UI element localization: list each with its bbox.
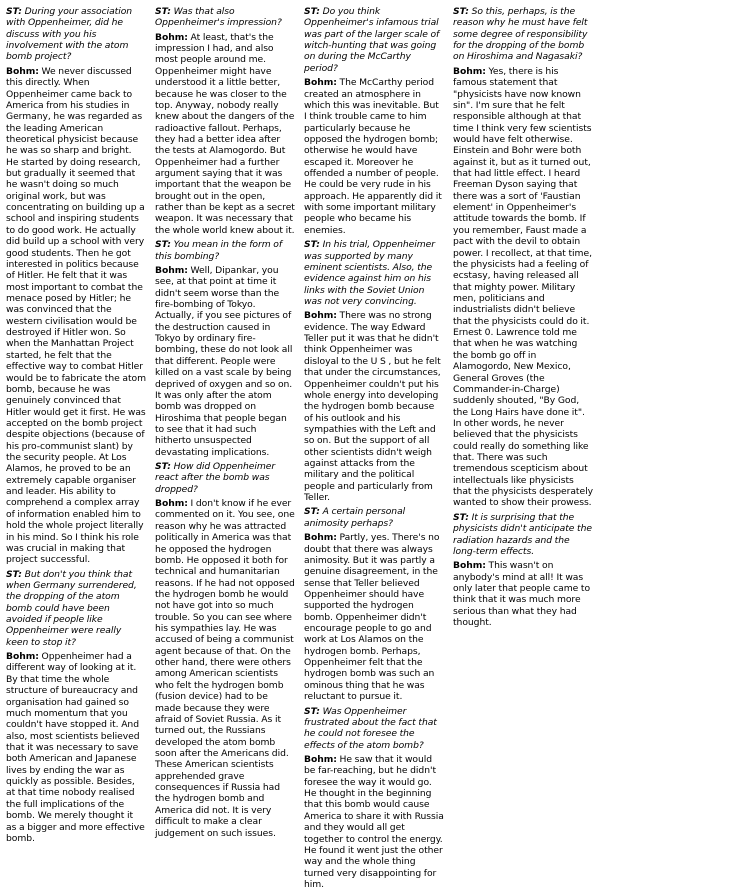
speaker-label: Bohm: — [453, 65, 486, 77]
speaker-label: ST: — [155, 6, 171, 17]
question-text: You mean in the form of this bombing? — [155, 239, 283, 262]
speaker-label: ST: — [304, 6, 320, 17]
column-container — [6, 6, 744, 890]
text-column-5 — [602, 6, 742, 700]
question-block — [6, 6, 146, 63]
answer-block — [6, 66, 146, 566]
question-text: So this, perhaps, is the reason why he must have felt some degree of responsibility for the dropping of the bomb on Hiroshima and Nagasaki? — [453, 6, 588, 63]
answer-text: The McCarthy period created an atmosphere in which this was inevitable. But I think trouble came to him particularly because he opposed the hydrogen bomb; otherwise he would have escaped it. Moreover he offended a number of people. He could be very rude in his approach. He apparently did it with some important military people who became his enemies. — [304, 77, 442, 236]
speaker-label: ST: — [453, 6, 469, 17]
answer-block — [453, 560, 593, 628]
question-text: Was that also Oppenheimer's impression? — [155, 6, 282, 29]
text-column-4 — [453, 6, 593, 700]
answer-block — [155, 32, 295, 236]
question-block — [304, 6, 444, 74]
question-text: During your association with Oppenheimer, did he discuss with you his involvement with the atom bomb project? — [6, 6, 133, 63]
question-text: Was Oppenheimer frustrated about the fact that he could not foresee the effects of the atom bomb? — [304, 705, 437, 751]
answer-block — [6, 651, 146, 844]
speaker-label: Bohm: — [453, 560, 486, 572]
answer-text: Well, Dipankar, you see, at that point at time it didn't seem worse than the fire-bombing of Tokyo. Actually, if you see pictures of the destruction caused in Tokyo by ordinary fire-bombing, these do not look all that different. People were killed on a vast scale by being deprived of oxygen and so on. It was only after the atom bomb was dropped on Hiroshima that people began to see that it had such hitherto unsuspected devastating implications. — [155, 264, 293, 458]
speaker-label: Bohm: — [155, 498, 188, 510]
speaker-label: ST: — [155, 461, 171, 473]
answer-block — [155, 265, 295, 458]
answer-block — [304, 310, 444, 503]
speaker-label: ST: — [304, 239, 320, 251]
speaker-label: Bohm: — [304, 532, 337, 544]
question-block — [453, 6, 593, 63]
question-block — [304, 706, 444, 751]
question-block — [155, 239, 295, 262]
speaker-label: Bohm: — [6, 651, 39, 663]
answer-text: Yes, there is his famous statement that "physicists have now known sin". I'm sure that he felt responsible although at that time I think very few scientists would have felt otherwise. Einstein and Bohr were both against it, but as it turned out, that had little effect. I heard Freeman Dyson saying that there was a sort of 'Faustian element' in Oppenheimer's attitude towards the bomb. If you remember, Faust made a pact with the devil to obtain power. I recollect, at that time, the physicists had a feeling of ecstasy, having released all that mighty power. Military men, politicians and industrialists didn't believe that the physicists could do it. Ernest 0. Lawrence told me that when he was watching the bomb go off in Alamogordo, New Mexico, General Groves (the Commander-in-Charge) suddenly shouted, "By God, the Long Hairs have done it". In other words, he never believed that the physicists could really do something like that. There was such tremendous scepticism about intellectuals like physicists that the physicists desperately wanted to show their prowess. — [453, 65, 593, 509]
answer-block — [304, 754, 444, 890]
question-text: It is surprising that the physicists didn't anticipate the radiation hazards and the long-term effects. — [453, 511, 592, 557]
speaker-label: Bohm: — [6, 65, 39, 77]
speaker-label: ST: — [155, 239, 171, 251]
answer-block — [304, 77, 444, 236]
question-block — [6, 569, 146, 649]
question-text: A certain personal animosity perhaps? — [304, 506, 406, 529]
question-text: Do you think Oppenheimer's infamous trial was part of the larger scale of witch-hunting that was going on during the McCarthy period? — [304, 6, 440, 74]
answer-text: Partly, yes. There's no doubt that there was always animosity. But it was partly a genuine disagreement, in the sense that Teller believed Oppenheimer should have supported the hydrogen bomb. Oppenheimer didn't encourage people to go and work at Los Alamos on the hydrogen bomb. Perhaps, Oppenheimer felt that the hydrogen bomb was such an ominous thing that he was reluctant to pursue it. — [304, 532, 440, 703]
speaker-label: ST: — [453, 511, 469, 523]
answer-block — [155, 498, 295, 839]
question-text: But don't you think that when Germany surrendered, the dropping of the atom bomb could have been avoided if people like Oppenheimer were really keen to stop it? — [6, 568, 137, 648]
question-block — [453, 512, 593, 557]
answer-text: He saw that it would be far-reaching, but he didn't foresee the way it would go. He thought in the beginning that this bomb would cause America to share it with Russia and they would all get together to control the energy. He found it went just the other way and the whole thing turned very disappointing for him. — [304, 754, 444, 890]
answer-text: We never discussed this directly. When Oppenheimer came back to America from his studies in Germany, he was regarded as the leading American theoretical physicist because he was so sharp and bright. He started by doing research, but gradually it seemed that he wasn't doing so much original work, but was concentrating on building up a school and inspiring students to do good work. He actually did build up a school with very good students. Then he got interested in politics because of Hitler. He felt that it was most important to combat the menace posed by Hitler; he was convinced that the western civilisation would be destroyed if Hitler won. So when the Manhattan Project started, he felt that the effective way to combat Hitler would be to fabricate the atom bomb, because he was genuinely convinced that Hitler would get it first. He was accepted on the bomb project despite objections (because of his pro-communist slant) by the security people. At Los Alamos, he proved to be an extremely capable organiser and leader. His ability to comprehend a complex array of information enabled him to hold the whole project literally in his mind. So I think his role was crucial in making that project successful. — [6, 65, 146, 566]
text-column-3 — [304, 6, 444, 890]
speaker-label: ST: — [304, 705, 320, 717]
text-column-1 — [6, 6, 146, 844]
question-text: In his trial, Oppenheimer was supported by many eminent scientists. Also, the evidence against him on his links with the Soviet Union was not very convincing. — [304, 239, 435, 307]
answer-block — [304, 532, 444, 702]
speaker-label: Bohm: — [304, 754, 337, 765]
question-block — [304, 506, 444, 529]
answer-text: Oppenheimer had a different way of looking at it. By that time the whole structure of bureaucracy and organisation had gained so much momentum that you couldn't have stopped it. And also, most scientists believed that it was necessary to save both American and Japanese lives by ending the war as quickly as possible. Besides, at that time nobody realised the full implications of the bomb. We merely thought it as a bigger and more effective bomb. — [6, 651, 145, 844]
answer-text: There was no strong evidence. The way Edward Teller put it was that he didn't think Oppenheimer was disloyal to the U S , but he felt that under the circumstances, Oppenheimer couldn't put his whole energy into developing the hydrogen bomb because of his outlook and his sympathies with the Left and so on. But the support of all other scientists didn't weigh against attacks from the military and the political people and particularly from Teller. — [304, 310, 441, 504]
question-block — [155, 6, 295, 29]
question-text: How did Oppenheimer react after the bomb was dropped? — [155, 461, 276, 495]
question-block — [155, 461, 295, 495]
speaker-label: Bohm: — [304, 77, 337, 89]
speaker-label: Bohm: — [155, 31, 188, 43]
text-column-2 — [155, 6, 295, 839]
speaker-label: ST: — [6, 568, 22, 580]
answer-text: This wasn't on anybody's mind at all! It was only later that people came to think that it was much more serious than what they had thought. — [453, 560, 591, 629]
speaker-label: ST: — [6, 6, 22, 17]
speaker-label: Bohm: — [304, 310, 337, 322]
speaker-label: Bohm: — [155, 264, 188, 276]
answer-text: I don't know if he ever commented on it. You see, one reason why he was attracted politically in America was that he opposed the hydrogen bomb. He opposed it both for technical and humanitarian reasons. If he had not opposed the hydrogen bomb he would not have got into so much trouble. So you can see where his sympathies lay. He was accused of being a communist agent because of that. On the other hand, there were others among American scientists who felt the hydrogen bomb (fusion device) had to be made because they were afraid of Soviet Russia. As it turned out, the Russians developed the atom bomb soon after the Americans did. These American scientists apprehended grave consequences if Russia had the hydrogen bomb and America did not. It is very difficult to make a clear judgement on such issues. — [155, 498, 295, 839]
question-block — [304, 239, 444, 307]
answer-block — [453, 66, 593, 509]
answer-text: At least, that's the impression I had, and also most people around me. Oppenheimer might have understood it a little better, because he was closer to the top. Anyway, nobody really knew about the dangers of the radioactive fallout. Perhaps, they had a better idea after the tests at Alamogordo. But Oppenheimer had a further argument saying that it was important that the weapon be brought out in the open, rather than be kept as a secret weapon. It was necessary that the whole world knew about it. — [155, 31, 295, 236]
speaker-label: ST: — [304, 506, 320, 518]
